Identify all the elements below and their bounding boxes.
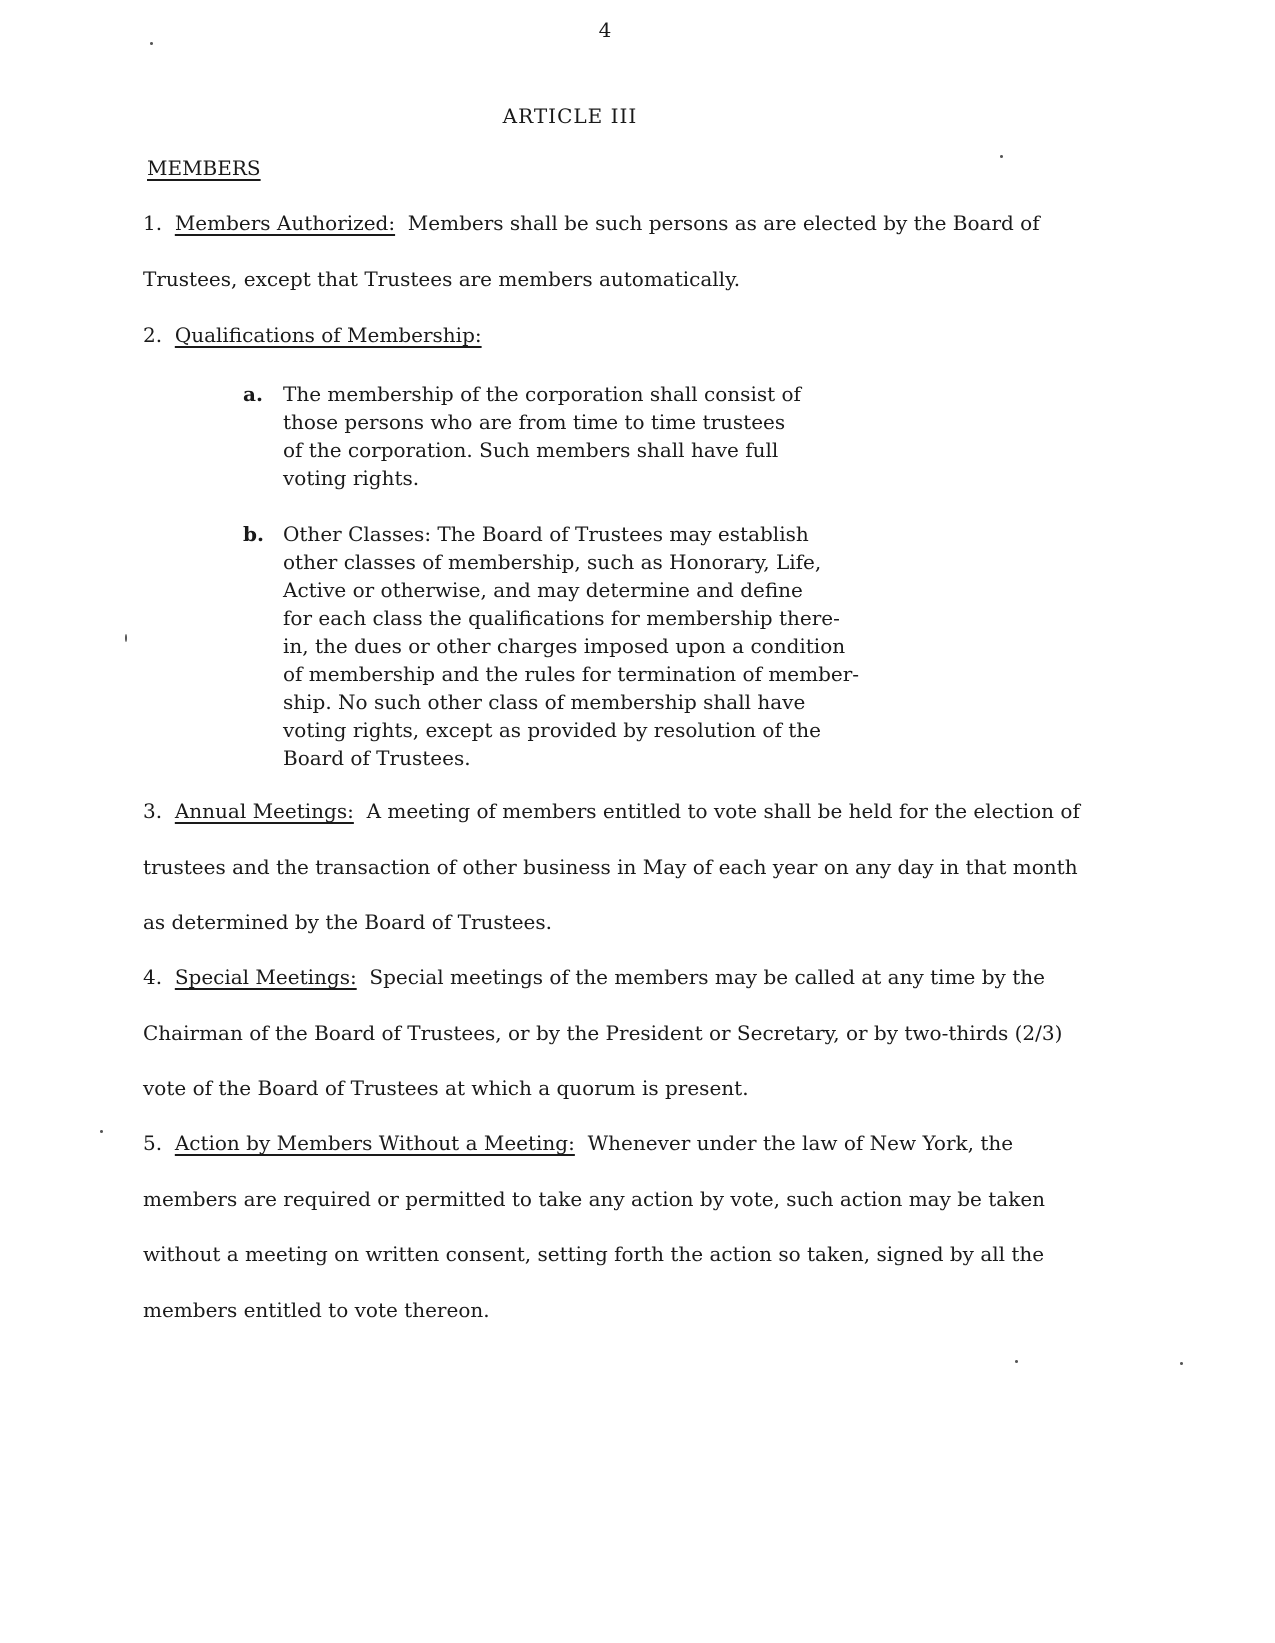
clause-number: 3.	[143, 799, 163, 823]
clause-heading: Special Meetings:	[174, 965, 357, 989]
clause-number: 5.	[143, 1131, 163, 1155]
scan-speck	[150, 42, 153, 45]
clause-text: Special meetings of the members may be called at any time by the Chairman of the Board of Trustees, or by the President or Secretary, or by two-thirds (2/3) vote of the Board of Trustees at which a quorum is present.	[143, 965, 1063, 1100]
clause-heading: Members Authorized:	[174, 211, 396, 235]
subclause-a	[243, 380, 933, 492]
clause-number: 1.	[143, 211, 163, 235]
clause-qualifications	[143, 308, 1103, 364]
clause-heading: Qualifications of Membership:	[174, 323, 482, 347]
clause-action-without-meeting	[143, 1116, 1103, 1338]
subclause-text: The membership of the corporation shall consist of those persons who are from time to time trustees of the corporation. Such members shall have full voting rights.	[283, 382, 801, 490]
scan-speck	[100, 1130, 103, 1133]
scan-speck	[1015, 1360, 1018, 1363]
subclause-b	[243, 520, 933, 772]
clause-heading: Annual Meetings:	[174, 799, 354, 823]
clause-text: A meeting of members entitled to vote shall be held for the election of trustees and the transaction of other business in May of each year on any day in that month as determined by the Board of Trustees.	[143, 799, 1080, 934]
clause-number: 4.	[143, 965, 163, 989]
scan-speck	[1000, 155, 1003, 158]
clause-number: 2.	[143, 323, 163, 347]
subclause-text: Other Classes: The Board of Trustees may establish other classes of membership, such as Honorary, Life, Active or otherwise, and may determine and define for each class the qualifications for membership there- in, the dues or other charges imposed upon a condition of membership and the rules for termination of member- ship. No such other class of membership shall have voting rights, except as provided by resolution of the Board of Trustees.	[283, 522, 860, 770]
clause-special-meetings	[143, 950, 1103, 1117]
section-heading: MEMBERS	[147, 156, 261, 180]
subclause-letter: a.	[243, 382, 263, 406]
clause-text: Members shall be such persons as are elected by the Board of Trustees, except that Trustees are members automatically.	[143, 211, 1040, 291]
clause-text: Whenever under the law of New York, the members are required or permitted to take any action by vote, such action may be taken without a meeting on written consent, setting forth the action so taken, signed by all the members entitled to vote thereon.	[143, 1131, 1046, 1322]
scan-speck	[1180, 1362, 1183, 1365]
article-heading: ARTICLE III	[502, 104, 638, 128]
clause-annual-meetings	[143, 784, 1103, 951]
scan-speck	[125, 634, 127, 642]
clause-members-authorized	[143, 196, 1103, 307]
page-number: 4	[598, 18, 612, 42]
clause-heading: Action by Members Without a Meeting:	[174, 1131, 575, 1155]
subclause-letter: b.	[243, 522, 264, 546]
